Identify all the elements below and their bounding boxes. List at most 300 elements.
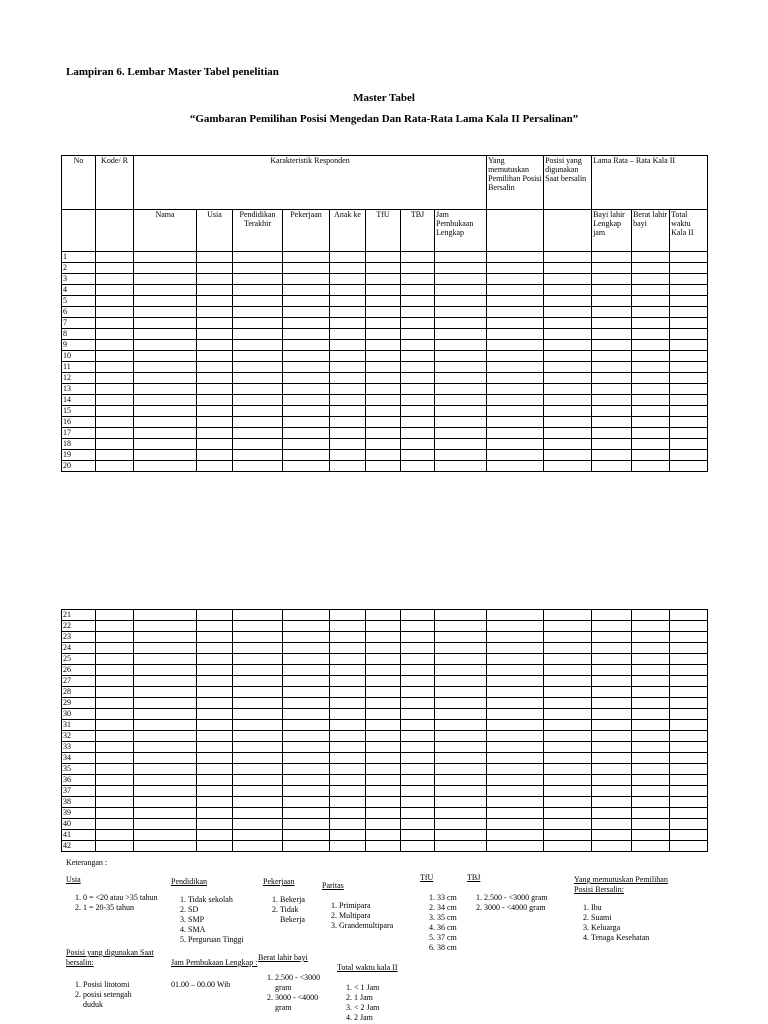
table-cell xyxy=(366,797,401,808)
table-cell xyxy=(283,643,330,654)
table-cell xyxy=(96,632,134,643)
table-cell xyxy=(233,263,283,274)
row-number: 27 xyxy=(62,676,96,687)
row-number: 37 xyxy=(62,786,96,797)
table-cell xyxy=(632,340,670,351)
legend-yang-title: Yang memutuskan Pemilihan Posisi Bersalin: xyxy=(574,875,668,894)
table-cell xyxy=(544,830,592,841)
table-row xyxy=(62,687,708,698)
table-cell xyxy=(435,841,487,852)
table-cell xyxy=(401,285,435,296)
table-row xyxy=(62,610,708,621)
table-cell xyxy=(96,296,134,307)
table-cell xyxy=(592,841,632,852)
table-cell xyxy=(96,329,134,340)
table-cell xyxy=(670,841,708,852)
table-cell xyxy=(96,786,134,797)
table-cell xyxy=(487,687,544,698)
table-cell xyxy=(330,819,366,830)
table-cell xyxy=(670,274,708,285)
table-cell xyxy=(96,340,134,351)
table-cell xyxy=(401,610,435,621)
legend-paritas-item: 3. Grandemultipara xyxy=(339,921,412,931)
table-cell xyxy=(592,351,632,362)
row-number: 41 xyxy=(62,830,96,841)
row-number: 26 xyxy=(62,665,96,676)
row-number: 24 xyxy=(62,643,96,654)
table-cell xyxy=(330,731,366,742)
legend-tbj-item: 2. 3000 - <4000 gram xyxy=(484,903,567,913)
table-cell xyxy=(487,808,544,819)
table-cell xyxy=(330,676,366,687)
header-usia: Usia xyxy=(197,210,233,252)
table-cell xyxy=(366,720,401,731)
table-cell xyxy=(544,841,592,852)
legend-total-item: 1. < 1 Jam xyxy=(354,983,427,993)
table-cell xyxy=(435,654,487,665)
table-cell xyxy=(487,775,544,786)
table-cell xyxy=(197,643,233,654)
table-cell xyxy=(96,610,134,621)
table-cell xyxy=(233,797,283,808)
table-cell xyxy=(544,687,592,698)
table-row xyxy=(62,395,708,406)
table-cell xyxy=(632,406,670,417)
table-cell xyxy=(233,340,283,351)
table-cell xyxy=(487,263,544,274)
table-cell xyxy=(401,406,435,417)
table-cell xyxy=(632,610,670,621)
master-table-part1 xyxy=(61,155,708,472)
table-cell xyxy=(487,362,544,373)
table-cell xyxy=(366,841,401,852)
table-cell xyxy=(670,307,708,318)
table-cell xyxy=(134,764,197,775)
table-cell xyxy=(330,307,366,318)
table-cell xyxy=(544,450,592,461)
table-cell xyxy=(544,274,592,285)
table-cell xyxy=(632,797,670,808)
table-row xyxy=(62,808,708,819)
table-cell xyxy=(96,351,134,362)
table-cell xyxy=(487,698,544,709)
legend-pekerjaan-item: 2. Tidak Bekerja xyxy=(280,905,323,925)
table-row xyxy=(62,307,708,318)
legend-yang-memutuskan xyxy=(574,875,684,943)
table-cell xyxy=(134,786,197,797)
table-cell xyxy=(197,417,233,428)
table-cell xyxy=(670,731,708,742)
table-cell xyxy=(96,263,134,274)
table-cell xyxy=(487,830,544,841)
table-cell xyxy=(134,384,197,395)
legend-pendidikan-item: 1. Tidak sekolah xyxy=(188,895,261,905)
row-number: 4 xyxy=(62,285,96,296)
table-cell xyxy=(366,373,401,384)
table-cell xyxy=(435,775,487,786)
header-berat-lahir: Berat lahir bayi xyxy=(632,210,670,252)
table-cell xyxy=(401,384,435,395)
table-cell xyxy=(487,285,544,296)
table-cell xyxy=(197,263,233,274)
table-cell xyxy=(283,406,330,417)
table-cell xyxy=(96,428,134,439)
table-row xyxy=(62,428,708,439)
legend-tfu-item: 5. 37 cm xyxy=(437,933,468,943)
table-cell xyxy=(366,610,401,621)
table-cell xyxy=(670,439,708,450)
table-cell xyxy=(283,808,330,819)
legend-paritas-item: 2. Multipara xyxy=(339,911,412,921)
table-row xyxy=(62,830,708,841)
legend-berat-title: Berat lahir bayi xyxy=(258,953,308,962)
table-cell xyxy=(632,285,670,296)
table-cell xyxy=(366,351,401,362)
table-cell xyxy=(134,753,197,764)
table-cell xyxy=(233,764,283,775)
table-cell xyxy=(366,285,401,296)
table-cell xyxy=(134,263,197,274)
legend-usia-item: 2. 1 = 20-35 tahun xyxy=(83,903,161,913)
table-cell xyxy=(487,753,544,764)
row-number: 30 xyxy=(62,709,96,720)
table-cell xyxy=(632,439,670,450)
row-number: 8 xyxy=(62,329,96,340)
table-cell xyxy=(233,654,283,665)
table-row xyxy=(62,731,708,742)
table-cell xyxy=(197,665,233,676)
table-cell xyxy=(544,654,592,665)
table-cell xyxy=(330,406,366,417)
row-number: 39 xyxy=(62,808,96,819)
table-cell xyxy=(233,252,283,263)
table-cell xyxy=(197,698,233,709)
table-cell xyxy=(233,329,283,340)
legend-posisi xyxy=(66,948,161,1010)
table-cell xyxy=(401,340,435,351)
table-cell xyxy=(283,621,330,632)
table-cell xyxy=(592,676,632,687)
table-cell xyxy=(544,632,592,643)
table-cell xyxy=(401,632,435,643)
legend-total-item: 2. 1 Jam xyxy=(354,993,427,1003)
table-cell xyxy=(670,676,708,687)
table-cell xyxy=(632,643,670,654)
table-cell xyxy=(134,841,197,852)
table-cell xyxy=(283,665,330,676)
table-cell xyxy=(592,461,632,472)
table-cell xyxy=(544,362,592,373)
legend-yang-item: 4. Tenaga Kesehatan xyxy=(591,933,684,943)
table-cell xyxy=(592,384,632,395)
table-row xyxy=(62,654,708,665)
table-cell xyxy=(366,428,401,439)
table-cell xyxy=(487,632,544,643)
table-cell xyxy=(670,461,708,472)
table-cell xyxy=(96,362,134,373)
table-cell xyxy=(366,329,401,340)
table-cell xyxy=(435,764,487,775)
table-cell xyxy=(134,318,197,329)
table-cell xyxy=(544,351,592,362)
table-cell xyxy=(435,263,487,274)
row-number: 19 xyxy=(62,450,96,461)
table-cell xyxy=(134,252,197,263)
table-cell xyxy=(197,428,233,439)
table-cell xyxy=(544,698,592,709)
table-cell xyxy=(283,351,330,362)
table-cell xyxy=(670,621,708,632)
table-cell xyxy=(401,687,435,698)
table-cell xyxy=(435,252,487,263)
table-cell xyxy=(670,720,708,731)
table-row xyxy=(62,841,708,852)
table-cell xyxy=(283,731,330,742)
table-cell xyxy=(435,395,487,406)
table-cell xyxy=(487,643,544,654)
table-cell xyxy=(283,797,330,808)
table-cell xyxy=(134,274,197,285)
table-cell xyxy=(401,764,435,775)
table-cell xyxy=(283,450,330,461)
table-cell xyxy=(96,461,134,472)
table-cell xyxy=(330,384,366,395)
table-cell xyxy=(632,786,670,797)
table-cell xyxy=(592,329,632,340)
legend-pendidikan-item: 5. Perguruan Tinggi xyxy=(188,935,261,945)
table-cell xyxy=(401,841,435,852)
table-cell xyxy=(96,742,134,753)
table-cell xyxy=(592,417,632,428)
table-cell xyxy=(592,263,632,274)
table-cell xyxy=(96,384,134,395)
row-number: 3 xyxy=(62,274,96,285)
table-cell xyxy=(435,373,487,384)
row-number: 12 xyxy=(62,373,96,384)
table-cell xyxy=(401,439,435,450)
table-cell xyxy=(96,307,134,318)
table-cell xyxy=(487,307,544,318)
table-cell xyxy=(401,307,435,318)
table-row xyxy=(62,318,708,329)
table-row xyxy=(62,406,708,417)
table-cell xyxy=(283,654,330,665)
table-cell xyxy=(330,296,366,307)
table-cell xyxy=(233,285,283,296)
table-cell xyxy=(197,621,233,632)
row-number: 29 xyxy=(62,698,96,709)
table-cell xyxy=(330,340,366,351)
table-cell xyxy=(283,786,330,797)
table-cell xyxy=(366,731,401,742)
table-cell xyxy=(197,384,233,395)
table-cell xyxy=(96,373,134,384)
table-cell xyxy=(134,373,197,384)
table-cell xyxy=(233,698,283,709)
table-cell xyxy=(670,285,708,296)
table-cell xyxy=(632,274,670,285)
legend-keterangan: Keterangan : xyxy=(66,858,108,867)
table-row xyxy=(62,819,708,830)
table-row xyxy=(62,676,708,687)
table-cell xyxy=(283,307,330,318)
table-cell xyxy=(283,263,330,274)
table-cell xyxy=(330,417,366,428)
row-number: 10 xyxy=(62,351,96,362)
table-cell xyxy=(233,786,283,797)
table-cell xyxy=(233,274,283,285)
table-cell xyxy=(366,406,401,417)
table-cell xyxy=(330,621,366,632)
table-cell xyxy=(283,753,330,764)
table-cell xyxy=(487,450,544,461)
table-row xyxy=(62,384,708,395)
table-cell xyxy=(670,450,708,461)
table-cell xyxy=(197,461,233,472)
table-cell xyxy=(233,808,283,819)
table-cell xyxy=(197,687,233,698)
header-anak-ke: Anak ke xyxy=(330,210,366,252)
row-number: 5 xyxy=(62,296,96,307)
table-cell xyxy=(283,362,330,373)
table-cell xyxy=(401,797,435,808)
table-cell xyxy=(544,263,592,274)
table-cell xyxy=(487,340,544,351)
table-cell xyxy=(96,450,134,461)
table-cell xyxy=(96,252,134,263)
legend-posisi-item: 2. posisi setengah duduk xyxy=(83,990,143,1010)
table-cell xyxy=(330,395,366,406)
page-heading: Lampiran 6. Lembar Master Tabel penelitian xyxy=(66,66,279,78)
table-cell xyxy=(134,362,197,373)
table-cell xyxy=(366,830,401,841)
table-row xyxy=(62,373,708,384)
table-cell xyxy=(96,841,134,852)
table-cell xyxy=(330,373,366,384)
table-cell xyxy=(197,786,233,797)
table-cell xyxy=(592,797,632,808)
row-number: 32 xyxy=(62,731,96,742)
table-cell xyxy=(487,676,544,687)
table-cell xyxy=(632,808,670,819)
legend-pekerjaan-item: 1. Bekerja xyxy=(280,895,323,905)
table-cell xyxy=(366,263,401,274)
table-cell xyxy=(487,274,544,285)
table-cell xyxy=(134,329,197,340)
table-cell xyxy=(197,775,233,786)
table-cell xyxy=(401,461,435,472)
table-cell xyxy=(435,709,487,720)
table-cell xyxy=(670,318,708,329)
table-cell xyxy=(435,632,487,643)
table-cell xyxy=(401,274,435,285)
table-cell xyxy=(197,362,233,373)
table-cell xyxy=(435,428,487,439)
table-cell xyxy=(670,395,708,406)
table-row xyxy=(62,632,708,643)
table-cell xyxy=(670,643,708,654)
table-cell xyxy=(592,643,632,654)
table-cell xyxy=(401,362,435,373)
table-cell xyxy=(96,285,134,296)
table-cell xyxy=(632,775,670,786)
table-row xyxy=(62,775,708,786)
table-cell xyxy=(283,764,330,775)
table-cell xyxy=(435,786,487,797)
table-cell xyxy=(435,285,487,296)
table-cell xyxy=(134,621,197,632)
table-cell xyxy=(197,318,233,329)
table-row xyxy=(62,296,708,307)
row-number: 20 xyxy=(62,461,96,472)
table-cell xyxy=(366,676,401,687)
table-cell xyxy=(401,808,435,819)
table-cell xyxy=(197,395,233,406)
table-cell xyxy=(366,753,401,764)
legend-paritas-title: Paritas xyxy=(322,881,344,890)
table-cell xyxy=(435,274,487,285)
table-cell xyxy=(487,439,544,450)
table-title: Master Tabel xyxy=(353,92,415,104)
table-cell xyxy=(366,340,401,351)
table-cell xyxy=(283,830,330,841)
table-cell xyxy=(670,362,708,373)
table-cell xyxy=(197,610,233,621)
table-cell xyxy=(233,731,283,742)
table-cell xyxy=(670,698,708,709)
table-cell xyxy=(197,296,233,307)
legend-total-item: 3. < 2 Jam xyxy=(354,1003,427,1013)
table-cell xyxy=(592,439,632,450)
table-cell xyxy=(96,621,134,632)
table-cell xyxy=(134,665,197,676)
table-cell xyxy=(544,786,592,797)
table-cell xyxy=(283,274,330,285)
header-tfu: TfU xyxy=(366,210,401,252)
table-cell xyxy=(330,687,366,698)
table-cell xyxy=(96,665,134,676)
table-cell xyxy=(670,709,708,720)
table-cell xyxy=(435,610,487,621)
table-cell xyxy=(632,395,670,406)
row-number: 13 xyxy=(62,384,96,395)
table-cell xyxy=(544,808,592,819)
table-cell xyxy=(283,318,330,329)
table-cell xyxy=(435,296,487,307)
row-number: 31 xyxy=(62,720,96,731)
table-cell xyxy=(197,406,233,417)
table-cell xyxy=(487,351,544,362)
table-cell xyxy=(366,786,401,797)
table-cell xyxy=(96,764,134,775)
table-cell xyxy=(435,621,487,632)
table-cell xyxy=(330,329,366,340)
table-cell xyxy=(330,698,366,709)
table-cell xyxy=(366,632,401,643)
table-cell xyxy=(233,819,283,830)
table-cell xyxy=(487,318,544,329)
table-cell xyxy=(632,665,670,676)
table-cell xyxy=(134,450,197,461)
table-subtitle: “Gambaran Pemilihan Posisi Mengedan Dan Rata-Rata Lama Kala II Persalinan” xyxy=(189,113,579,125)
legend-tbj-title: TBJ xyxy=(467,873,481,882)
table-cell xyxy=(401,676,435,687)
header-jam-pembukaan: Jam Pembukaan Lengkap xyxy=(435,210,487,252)
table-cell xyxy=(632,428,670,439)
table-cell xyxy=(401,720,435,731)
table-row xyxy=(62,450,708,461)
row-number: 35 xyxy=(62,764,96,775)
